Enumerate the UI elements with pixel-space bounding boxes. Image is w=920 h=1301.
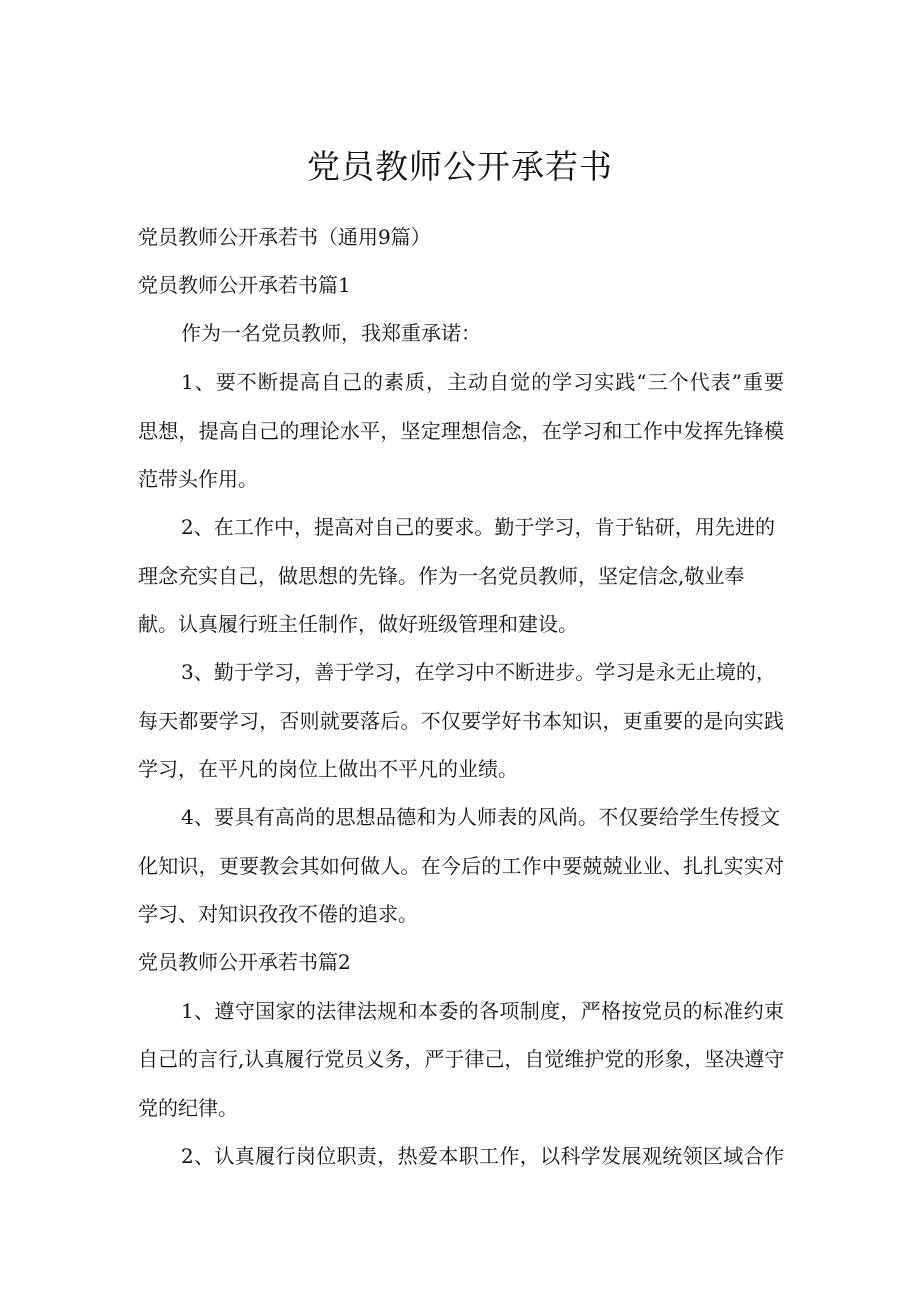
paragraph-line: 2、认真履行岗位职责，热爱本职工作，以科学发展观统领区域合作 <box>181 1144 784 1168</box>
paragraph-line: 3、勤于学习，善于学习，在学习中不断进步。学习是永无止境的， <box>181 660 776 684</box>
paragraph-line: 学习、对知识孜孜不倦的追求。 <box>138 902 418 926</box>
paragraph-line: 2、在工作中，提高对自己的要求。勤于学习，肯于钻研，用先进的 <box>181 515 775 539</box>
paragraph-line: 范带头作用。 <box>138 467 258 491</box>
paragraph-line: 每天都要学习，否则就要落后。不仅要学好书本知识，更重要的是向实践 <box>138 709 784 733</box>
paragraph-line: 化知识，更要教会其如何做人。在今后的工作中要兢兢业业、扎扎实实对 <box>138 854 784 878</box>
paragraph-line: 自己的言行,认真履行党员义务，严于律己，自觉维护党的形象，坚决遵守 <box>138 1047 785 1071</box>
section-heading: 党员教师公开承若书篇2 <box>138 950 351 974</box>
paragraph-line: 献。认真履行班主任制作，做好班级管理和建设。 <box>138 612 578 636</box>
paragraph-line: 1、遵守国家的法律法规和本委的各项制度，严格按党员的标准约束 <box>181 999 784 1023</box>
paragraph-line: 党的纪律。 <box>138 1096 238 1120</box>
paragraph-line: 4、要具有高尚的思想品德和为人师表的风尚。不仅要给学生传授文 <box>181 805 780 829</box>
section-heading: 党员教师公开承若书篇1 <box>138 273 351 297</box>
paragraph-line: 思想，提高自己的理论水平，坚定理想信念，在学习和工作中发挥先锋模 <box>138 419 784 443</box>
paragraph-line: 学习，在平凡的岗位上做出不平凡的业绩。 <box>138 757 518 781</box>
subtitle-line: 党员教师公开承若书（通用9篇） <box>138 225 431 249</box>
paragraph-line: 1、要不断提高自己的素质，主动自觉的学习实践“三个代表”重要 <box>181 370 784 394</box>
document-title: 党员教师公开承若书 <box>307 147 613 186</box>
paragraph-line: 作为一名党员教师，我郑重承诺： <box>181 321 481 345</box>
paragraph-line: 理念充实自己，做思想的先锋。作为一名党员教师，坚定信念,敬业奉 <box>138 564 745 588</box>
